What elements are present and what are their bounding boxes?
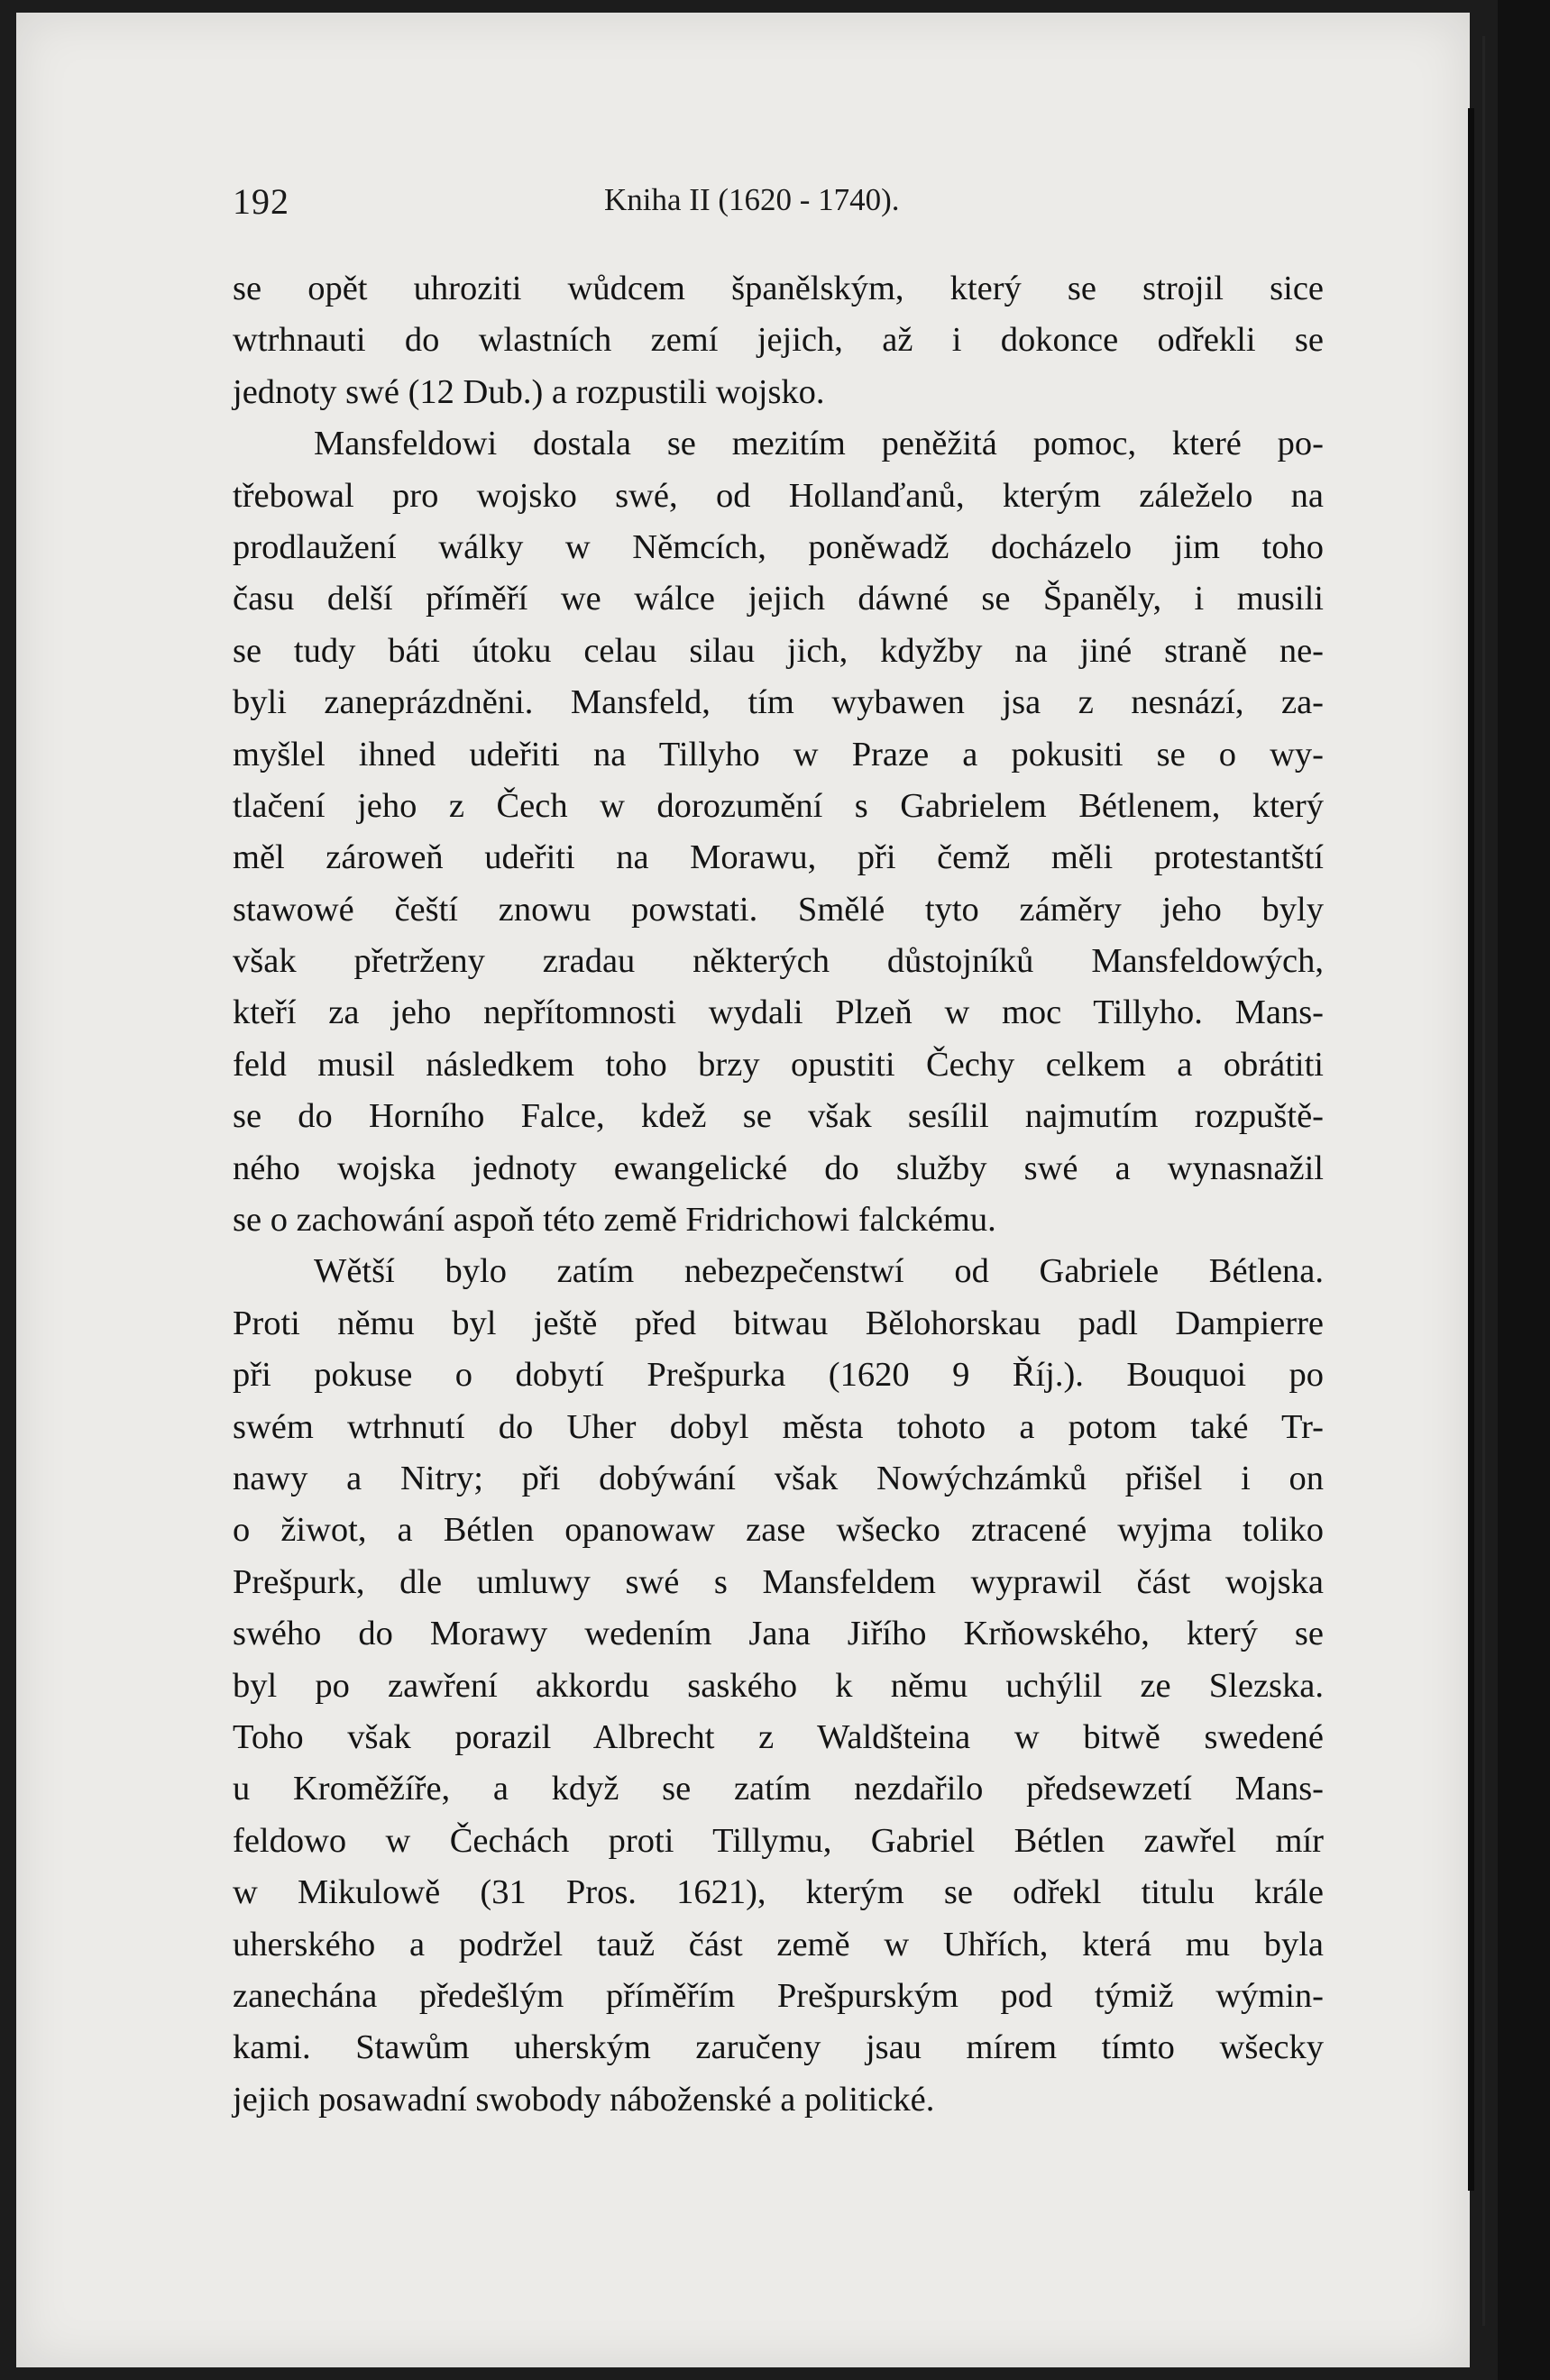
text-line: kami. Stawům uherským zaručeny jsau mírem tímto wšecky xyxy=(233,2028,1324,2067)
text-line: prodlaužení wálky w Němcích, poněwadž docházelo jim toho xyxy=(233,527,1324,566)
text-line: stawowé čeští znowu powstati. Smělé tyto záměry jeho byly xyxy=(233,890,1324,929)
text-line: byli zaneprázdněni. Mansfeld, tím wybawen jsa z nesnází, za- xyxy=(233,683,1324,722)
scan-dark-margin xyxy=(1498,0,1550,2380)
text-line: nawy a Nitry; při dobýwání však Nowýchzámků přišel i on xyxy=(233,1459,1324,1497)
text-line: wtrhnauti do wlastních zemí jejich, až i dokonce odřekli se xyxy=(233,321,1324,360)
text-line: jednoty swé (12 Dub.) a rozpustili wojsko. xyxy=(233,372,825,411)
text-line: se tudy báti útoku celau silau jich, kdyžby na jiné straně ne- xyxy=(233,631,1324,670)
text-line: Prešpurk, dle umluwy swé s Mansfeldem wyprawil část wojska xyxy=(233,1562,1324,1601)
text-line: o žiwot, a Bétlen opanowaw zase wšecko ztracené wyjma toliko xyxy=(233,1511,1324,1550)
text-line: w Mikulowě (31 Pros. 1621), kterým se odřekl titulu krále xyxy=(233,1873,1324,1912)
text-line: však přetrženy zradau některých důstojníků Mansfeldowých, xyxy=(233,942,1324,981)
text-line: při pokuse o dobytí Prešpurka (1620 9 Říj.). Bouquoi po xyxy=(233,1356,1324,1395)
text-line: měl zároweň udeřiti na Morawu, při čemž měli protestantští xyxy=(233,838,1324,877)
text-line: uherského a podržel tauž část země w Uhřích, která mu byla xyxy=(233,1925,1324,1964)
text-line: zanechána předešlým příměřím Prešpurským pod týmiž wýmin- xyxy=(233,1976,1324,2015)
running-head xyxy=(233,180,1279,225)
text-line: kteří za jeho nepřítomnosti wydali Plzeň w moc Tillyho. Mans- xyxy=(233,993,1324,1032)
text-line: feldowo w Čechách proti Tillymu, Gabriel Bétlen zawřel mír xyxy=(233,1821,1324,1860)
page-number: 192 xyxy=(233,181,289,222)
text-line: myšlel ihned udeřiti na Tillyho w Praze a pokusiti se o wy- xyxy=(233,735,1324,774)
book-title: Kniha II (1620 - 1740). xyxy=(604,182,900,217)
text-line: se o zachowání aspoň této země Fridrichowi falckému. xyxy=(233,1201,996,1240)
text-line: jejich posawadní swobody náboženské a politické. xyxy=(233,2080,935,2119)
text-line: u Kroměžíře, a když se zatím nezdařilo předsewzetí Mans- xyxy=(233,1770,1324,1808)
page-edge-line xyxy=(1468,108,1474,2191)
text-line: se do Horního Falce, kdež se však sesílil najmutím rozpuště- xyxy=(233,1097,1324,1136)
text-line: byl po zawření akkordu saského k němu uchýlil ze Slezska. xyxy=(233,1666,1324,1705)
text-line: swého do Morawy wedením Jana Jiřího Krňowského, který se xyxy=(233,1615,1324,1653)
text-line: swém wtrhnutí do Uher dobyl města tohoto a potom také Tr- xyxy=(233,1407,1324,1446)
paragraph-first-line: Mansfeldowi dostala se mezitím peněžitá pomoc, které po- xyxy=(314,425,1324,463)
text-line: feld musil následkem toho brzy opustiti Čechy celkem a obrátiti xyxy=(233,1045,1324,1084)
text-line: Proti němu byl ještě před bitwau Bělohorskau padl Dampierre xyxy=(233,1304,1324,1342)
text-line: Toho však porazil Albrecht z Waldšteina w bitwě swedené xyxy=(233,1717,1324,1756)
page-edge-shadow xyxy=(1482,36,1485,2326)
body-text xyxy=(233,263,1324,2126)
text-line: třebowal pro wojsko swé, od Hollanďanů, kterým záleželo na xyxy=(233,476,1324,515)
text-line: se opět uhroziti wůdcem španělským, který se strojil sice xyxy=(233,270,1324,307)
text-line: tlačení jeho z Čech w dorozumění s Gabrielem Bétlenem, který xyxy=(233,786,1324,825)
paragraph-first-line: Wětší bylo zatím nebezpečenstwí od Gabriele Bétlena. xyxy=(314,1252,1324,1291)
text-line: času delší příměří we wálce jejich dáwné se Španěly, i musili xyxy=(233,580,1324,618)
text-line: ného wojska jednoty ewangelické do služby swé a wynasnažil xyxy=(233,1149,1324,1187)
